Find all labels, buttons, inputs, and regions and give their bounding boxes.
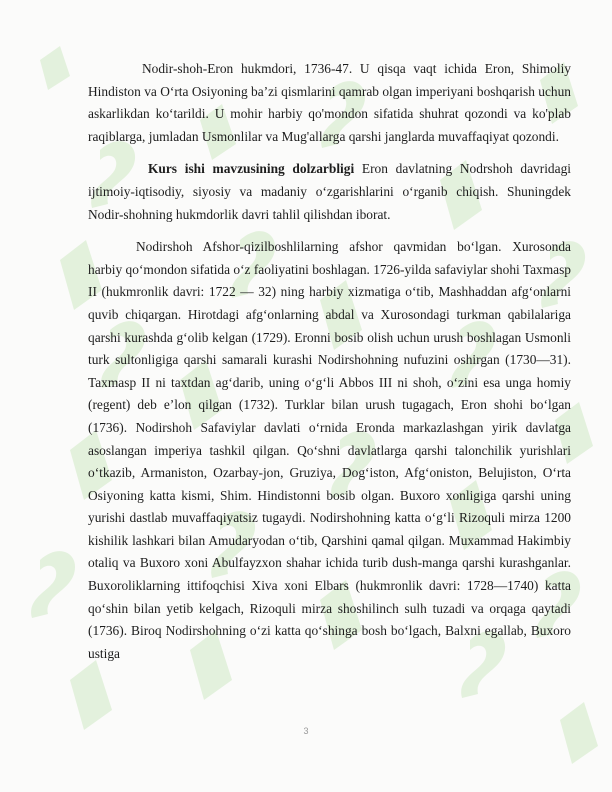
watermark-mark [70, 660, 112, 730]
page-number: 3 [303, 726, 309, 736]
relevance-text: Eron davlatning Nodrshoh davridagi ijtimoiy-iqtisodiy, siyosiy va madaniy o‘zgarishlarini o‘rganib chiqish. Shuningdek Nodir-shohning hukmdorlik davri tahlil qilishdan iborat. [88, 161, 571, 222]
paragraph-intro: Nodir-shoh-Eron hukmdori, 1736-47. U qisqa vaqt ichida Eron, Shimoliy Hindiston va O‘rta Osiyoning ba’zi qismlarini qamrab olgan imperiyani boshqarish uchun askarlikdan ko‘tarildi. U mohir harbiy qo'mondon sifatida shuhrat qozondi va ko'plab raqiblarga, jumladan Usmonlilar va Mug'allarga qarshi janglarda muvaffaqiyat qozondi. [88, 61, 571, 144]
watermark-mark [40, 46, 70, 90]
paragraph-history: Nodirshoh Afshor-qizilboshlilarning afshor qavmidan bo‘lgan. Xurosonda harbiy qo‘mondon sifatida o‘z faoliyatini boshlagan. 1726-yilda safaviylar shohi Taxmasp II (hukmronlik davri: 1722 — 32) ning harbiy xizmatiga o‘tib, Mashhaddan afg‘onlarni quvib chiqargan. Hirotdagi afg‘onlarning abdal va Xurosondagi turkman qabilalariga qarshi kurashda g‘olib kelgan (1729). Eronni bosib olish uchun urush boshlagan Usmonli turk sultonligiga qarshi samarali kurashi Nodirshohning nufuzini oshirgan (1730—31). Taxmasp II ni taxtdan ag‘darib, uning o‘g‘li Abbos III ni shoh, o‘zini esa unga homiy (regent) deb e’lon qilgan (1732). Turklar bilan urush tugagach, Eron shohi bo‘lgan (1736). Nodirshoh Safaviylar davlati o‘rnida Eronda markazlashgan yirik davlatga asoslangan imperiya tashkil qilgan. Qo‘shni davlatlarga qarshi talonchilik yurishlari o‘tkazib, Armaniston, Ozarbay-jon, Gruziya, Dog‘iston, Afg‘oniston, Belujiston, O‘rta Osiyoning katta kismi, Shim. Hindistonni bosib olgan. Buxoro xonligiga qarshi uning yurishi dastlab muvaffaqiyatsiz tugaydi. Nodirshohning katta o‘g‘li Rizoquli mirza 1200 kishilik lashkari bilan Amudaryodan o‘tib, Qarshini qamal qilgan. Muxammad Hakimbiy otaliq va Buxoro xoni Abulfayzxon shahar ichida turib dush-manga qarshi kurashganlar. Buxoroliklarning ittifoqchisi Xiva xoni Elbars (hukmronlik davri: 1728—1740) katta qo‘shin bilan yetib kelgach, Rizoquli mirza shoshilinch sulh tuzadi va orqaga qaytadi (1736). Biroq Nodirshohning o‘zi katta qo‘shinga bosh bo‘lgach, Balxni egallab, Buxoro ustiga [88, 239, 571, 661]
watermark-mark [31, 551, 75, 618]
document-body [88, 58, 571, 665]
paragraph-relevance [88, 158, 571, 226]
relevance-heading: Kurs ishi mavzusining dolzarbligi [148, 161, 355, 177]
